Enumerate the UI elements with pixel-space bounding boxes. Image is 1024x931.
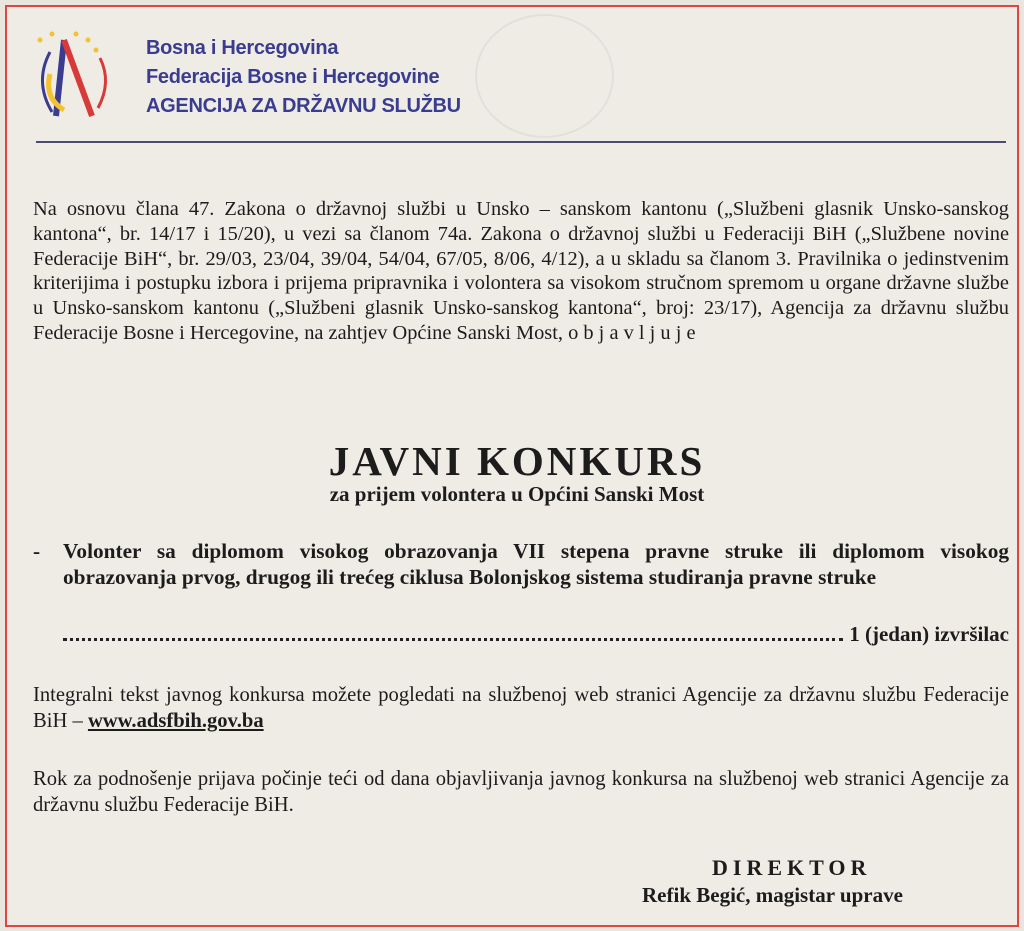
header-country: Bosna i Hercegovina [146,37,339,59]
agency-website-link[interactable]: www.adsfbih.gov.ba [87,709,264,732]
header-federation: Federacija Bosne i Hercegovine [146,66,440,88]
signature-name: Refik Begić, magistar uprave [642,883,903,907]
bleed-through-seal [475,14,614,138]
agency-logo [30,28,130,128]
announcement-subtitle: za prijem volontera u Općini Sanski Most [329,482,705,506]
integral-text: Integralni tekst javnog konkursa možete pogledati na službenoj web stranici Agencije za državnu službu Federacije BiH – [33,684,1009,732]
intro-paragraph: Na osnovu člana 47. Zakona o državnoj službi u Unsko – sanskom kantonu („Službeni glasnik Unsko-sanskog kantona“, br. 14/17 i 15/20), u vezi sa članom 74a. Zakona o državnoj službi u Federaciji BiH („Službene novine Federacije BiH“, br. 29/03, 23/04, 39/04, 54/04, 67/05, 8/06, 4/12), a u skladu sa članom 3. Pravilnika o jedinstvenim kriterijima i postupku izbora i prijema pripravnika i volontera sa visokom stručnom spremom u organe državne službe u Unsko-sanskom kantonu („Službeni glasnik Unsko-sanskog kantona“, broj: 23/17), Agencija za državnu službu Federacije Bosne i Hercegovine, na zahtjev Općine Sanski Most, o b j a v l j u j e [33,198,1009,344]
position-count: 1 (jedan) izvršilac [849,622,1009,646]
position-item [33,538,1009,590]
deadline-paragraph: Rok za podnošenje prijava počinje teći od dana objavljivanja javnog konkursa na službenoj web stranici Agencije za državnu službu Federacije BiH. [33,768,1009,816]
integral-text-paragraph [33,683,1009,734]
header-agency: AGENCIJA ZA DRŽAVNU SLUŽBU [146,95,461,117]
signature-title: DIREKTOR [712,855,872,880]
header-divider [36,141,1006,143]
position-count-row [63,622,1009,647]
agency-header [146,34,461,121]
position-description: Volonter sa diplomom visokog obrazovanja VII stepena pravne struke ili diplomom visokog obrazovanja prvog, drugog ili trećeg ciklusa Bolonjskog sistema studiranja pravne struke [63,539,1009,589]
announcement-title: JAVNI KONKURS [328,438,706,484]
list-dash: - [33,539,41,563]
dot-leader [63,638,843,641]
